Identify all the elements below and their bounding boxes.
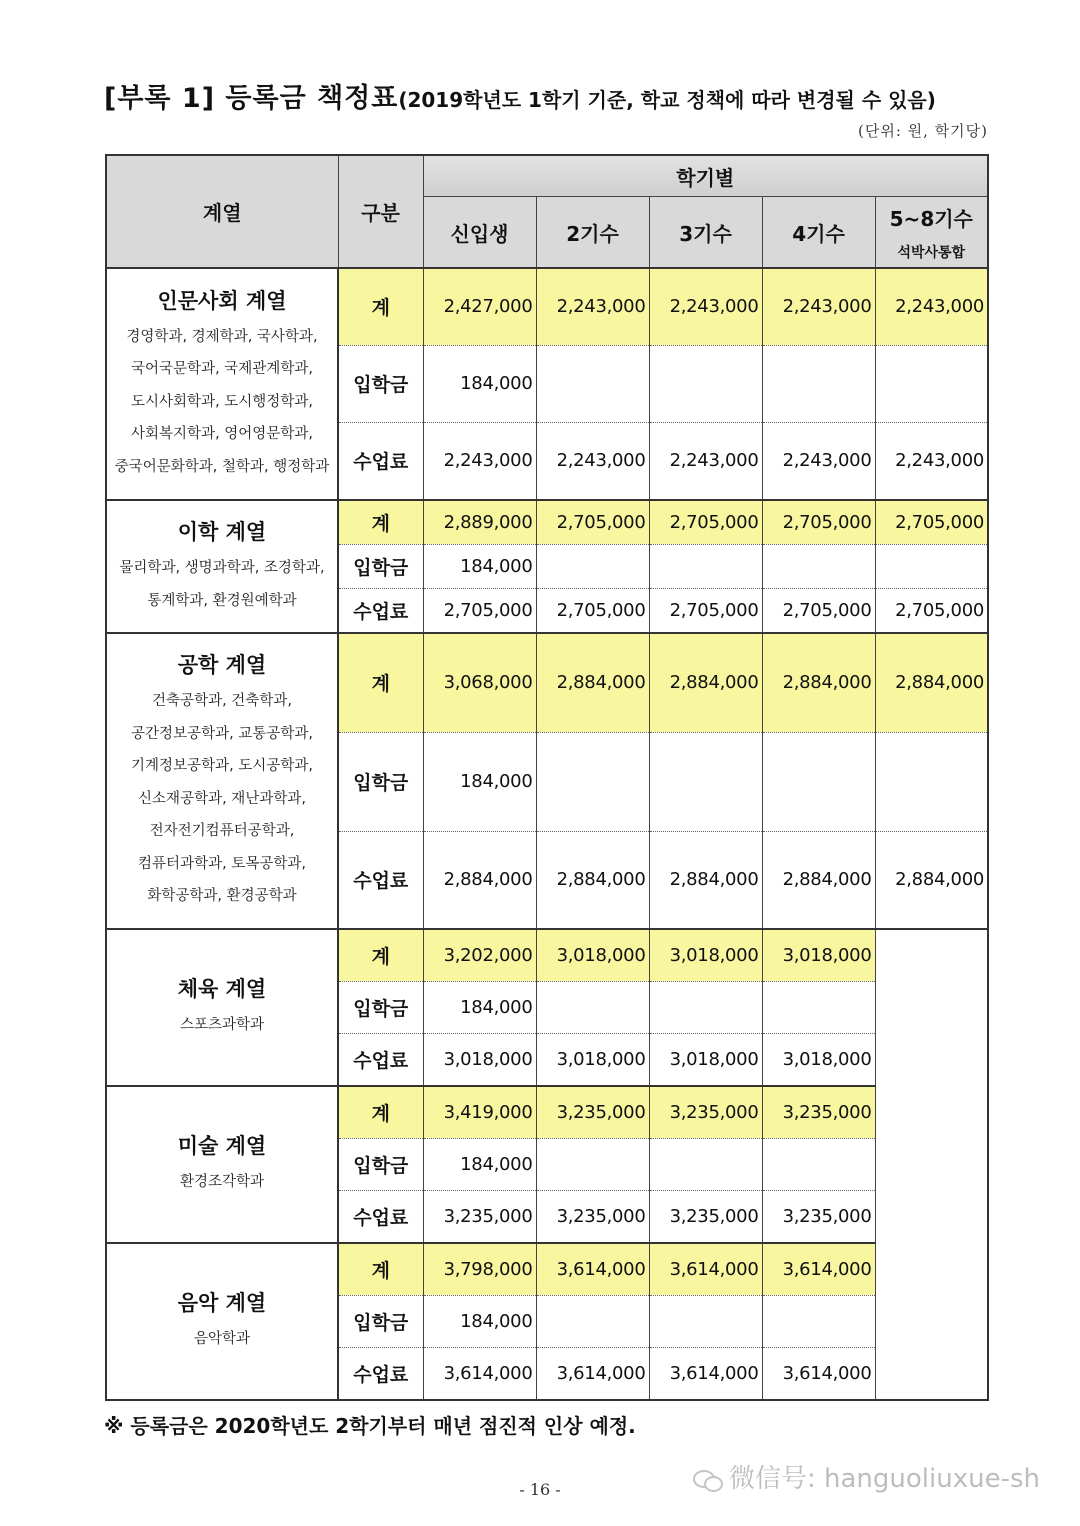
value-cell: 184,000: [423, 544, 536, 588]
row-label-entrance: 입학금: [338, 981, 423, 1033]
department-line: 건축공학과, 건축학과,: [152, 693, 292, 710]
value-cell: 3,018,000: [423, 1033, 536, 1086]
department-line: 스포츠과학과: [179, 1017, 265, 1034]
value-cell: 3,614,000: [762, 1243, 875, 1295]
value-cell: 2,884,000: [762, 633, 875, 732]
value-cell: 3,798,000: [423, 1243, 536, 1295]
value-cell: 3,018,000: [762, 929, 875, 981]
title-sub: (2019학년도 1학기 기준, 학교 정책에 따라 변경될 수 있음): [398, 88, 936, 112]
header-col-freshman: 신입생: [423, 197, 536, 269]
group-cell: [106, 1243, 338, 1400]
department-line: 물리학과, 생명과학과, 조경학과,: [119, 560, 325, 576]
empty-cell: [649, 732, 762, 831]
value-cell: 3,419,000: [423, 1086, 536, 1138]
group-name: 인문사회 계열: [157, 288, 287, 313]
value-cell: 2,705,000: [762, 500, 875, 544]
department-line: 컴퓨터과학과, 토목공학과,: [138, 855, 306, 872]
table-row-total: [106, 1243, 988, 1295]
header-col-4: 4기수: [762, 197, 875, 269]
row-label-total: 계: [338, 1086, 423, 1138]
tuition-table: [105, 154, 989, 1401]
value-cell: 2,889,000: [423, 500, 536, 544]
empty-cell: [649, 1295, 762, 1347]
empty-cell: [649, 981, 762, 1033]
row-label-tuition: 수업료: [338, 1033, 423, 1086]
group-departments: [107, 685, 337, 913]
department-line: 전자전기컴퓨터공학과,: [149, 823, 295, 840]
group-name: 공학 계열: [177, 653, 267, 678]
value-cell: 3,614,000: [649, 1243, 762, 1295]
wechat-icon: [693, 1468, 723, 1492]
group-departments: [107, 1166, 337, 1199]
title-main: [부록 1] 등록금 책정표: [104, 83, 399, 114]
value-cell: 2,705,000: [423, 588, 536, 633]
empty-cell: [536, 544, 649, 588]
value-cell: 2,884,000: [649, 633, 762, 732]
value-cell: 3,018,000: [536, 1033, 649, 1086]
row-label-total: 계: [338, 500, 423, 544]
empty-cell: [762, 544, 875, 588]
value-cell: 184,000: [423, 981, 536, 1033]
value-cell: 3,018,000: [762, 1033, 875, 1086]
value-cell: 2,884,000: [875, 831, 988, 929]
empty-cell: [649, 544, 762, 588]
value-cell: 3,235,000: [649, 1086, 762, 1138]
value-cell: 2,243,000: [649, 422, 762, 500]
value-cell: 2,243,000: [649, 268, 762, 345]
value-cell: 3,068,000: [423, 633, 536, 732]
group-cell: [106, 633, 338, 929]
row-label-total: 계: [338, 633, 423, 732]
row-label-tuition: 수업료: [338, 831, 423, 929]
value-cell: 2,884,000: [762, 831, 875, 929]
table-row-total: [106, 633, 988, 732]
table-body: [106, 268, 988, 1400]
value-cell: 2,705,000: [649, 500, 762, 544]
group-cell: [106, 1086, 338, 1243]
empty-cell: [536, 1295, 649, 1347]
row-label-total: 계: [338, 1243, 423, 1295]
header-by-semester: 학기별: [423, 155, 988, 197]
value-cell: 184,000: [423, 1138, 536, 1190]
value-cell: 2,705,000: [875, 500, 988, 544]
department-line: 통계학과, 환경원예학과: [147, 592, 297, 609]
empty-cell: [536, 1138, 649, 1190]
value-cell: 2,705,000: [649, 588, 762, 633]
value-cell: 2,243,000: [536, 422, 649, 500]
row-label-tuition: 수업료: [338, 422, 423, 500]
department-line: 경영학과, 경제학과, 국사학과,: [126, 328, 318, 345]
group-name: 미술 계열: [177, 1134, 267, 1159]
value-cell: 2,705,000: [536, 500, 649, 544]
value-cell: 2,884,000: [536, 633, 649, 732]
unit-note: (단위: 원, 학기당): [857, 122, 988, 140]
empty-cell: [875, 345, 988, 422]
department-line: 중국어문화학과, 철학과, 행정학과: [114, 458, 330, 475]
header-type: 구분: [338, 155, 423, 268]
value-cell: 2,243,000: [762, 268, 875, 345]
group-cell: [106, 500, 338, 633]
department-line: 환경조각학과: [179, 1174, 265, 1191]
value-cell: 3,235,000: [649, 1190, 762, 1243]
value-cell: 3,235,000: [423, 1190, 536, 1243]
department-line: 화학공학과, 환경공학과: [147, 888, 297, 905]
department-line: 사회복지학과, 영어영문학과,: [131, 426, 313, 443]
row-label-tuition: 수업료: [338, 588, 423, 633]
empty-cell: [536, 981, 649, 1033]
empty-block-5-8: [875, 929, 988, 1400]
row-label-entrance: 입학금: [338, 1138, 423, 1190]
header-row-1: [106, 155, 988, 197]
department-line: 공간정보공학과, 교통공학과,: [131, 725, 313, 742]
header-col-2: 2기수: [536, 197, 649, 269]
value-cell: 2,243,000: [875, 422, 988, 500]
value-cell: 2,243,000: [762, 422, 875, 500]
value-cell: 3,235,000: [536, 1190, 649, 1243]
group-departments: [107, 1323, 337, 1356]
value-cell: 2,243,000: [536, 268, 649, 345]
row-label-tuition: 수업료: [338, 1347, 423, 1400]
value-cell: 2,705,000: [762, 588, 875, 633]
watermark-text: 微信号: hanguoliuxue-sh: [729, 1464, 1040, 1494]
header-col-5-8-label: 5~8기수: [889, 206, 973, 231]
empty-cell: [649, 1138, 762, 1190]
value-cell: 184,000: [423, 345, 536, 422]
value-cell: 3,614,000: [536, 1243, 649, 1295]
value-cell: 3,018,000: [649, 1033, 762, 1086]
value-cell: 2,884,000: [875, 633, 988, 732]
group-name: 체육 계열: [177, 977, 267, 1002]
value-cell: 3,235,000: [762, 1086, 875, 1138]
empty-cell: [762, 1295, 875, 1347]
value-cell: 2,243,000: [875, 268, 988, 345]
table-row-total: [106, 500, 988, 544]
value-cell: 2,427,000: [423, 268, 536, 345]
group-cell: [106, 929, 338, 1086]
table-row-total: [106, 268, 988, 345]
value-cell: 3,614,000: [423, 1347, 536, 1400]
department-line: 음악학과: [193, 1331, 251, 1348]
empty-cell: [536, 732, 649, 831]
empty-cell: [762, 345, 875, 422]
department-line: 신소재공학과, 재난과학과,: [138, 790, 306, 807]
header-col-5-8-sub: 석박사통합: [897, 244, 966, 261]
page-title: [104, 76, 936, 115]
department-line: 기계정보공학과, 도시공학과,: [131, 758, 313, 775]
group-name: 음악 계열: [177, 1291, 267, 1316]
value-cell: 3,614,000: [536, 1347, 649, 1400]
row-label-entrance: 입학금: [338, 1295, 423, 1347]
value-cell: 3,235,000: [762, 1190, 875, 1243]
value-cell: 3,614,000: [649, 1347, 762, 1400]
empty-cell: [536, 345, 649, 422]
empty-cell: [762, 732, 875, 831]
empty-cell: [762, 1138, 875, 1190]
table-row-total: [106, 929, 988, 981]
footnote: ※ 등록금은 2020학년도 2학기부터 매년 점진적 인상 예정.: [104, 1414, 636, 1438]
row-label-entrance: 입학금: [338, 544, 423, 588]
row-label-entrance: 입학금: [338, 732, 423, 831]
empty-cell: [875, 732, 988, 831]
value-cell: 2,884,000: [423, 831, 536, 929]
group-departments: [107, 321, 337, 484]
header-col-5-8: [875, 197, 988, 269]
group-name: 이학 계열: [177, 520, 267, 544]
value-cell: 2,884,000: [536, 831, 649, 929]
row-label-total: 계: [338, 929, 423, 981]
value-cell: 2,705,000: [875, 588, 988, 633]
value-cell: 184,000: [423, 1295, 536, 1347]
header-field: 계열: [106, 155, 338, 268]
row-label-entrance: 입학금: [338, 345, 423, 422]
value-cell: 184,000: [423, 732, 536, 831]
group-departments: [107, 1009, 337, 1042]
department-line: 도시사회학과, 도시행정학과,: [131, 393, 313, 410]
value-cell: 3,018,000: [536, 929, 649, 981]
table-row-total: [106, 1086, 988, 1138]
header-col-3: 3기수: [649, 197, 762, 269]
value-cell: 2,705,000: [536, 588, 649, 633]
page-number: - 16 -: [519, 1480, 561, 1499]
row-label-total: 계: [338, 268, 423, 345]
value-cell: 3,614,000: [762, 1347, 875, 1400]
value-cell: 3,202,000: [423, 929, 536, 981]
row-label-tuition: 수업료: [338, 1190, 423, 1243]
empty-cell: [875, 544, 988, 588]
empty-cell: [649, 345, 762, 422]
value-cell: 3,235,000: [536, 1086, 649, 1138]
value-cell: 3,018,000: [649, 929, 762, 981]
value-cell: 2,884,000: [649, 831, 762, 929]
group-cell: [106, 268, 338, 500]
department-line: 국어국문학과, 국제관계학과,: [131, 361, 313, 378]
group-departments: [107, 552, 337, 617]
watermark: [693, 1458, 1040, 1495]
value-cell: 2,243,000: [423, 422, 536, 500]
empty-cell: [762, 981, 875, 1033]
